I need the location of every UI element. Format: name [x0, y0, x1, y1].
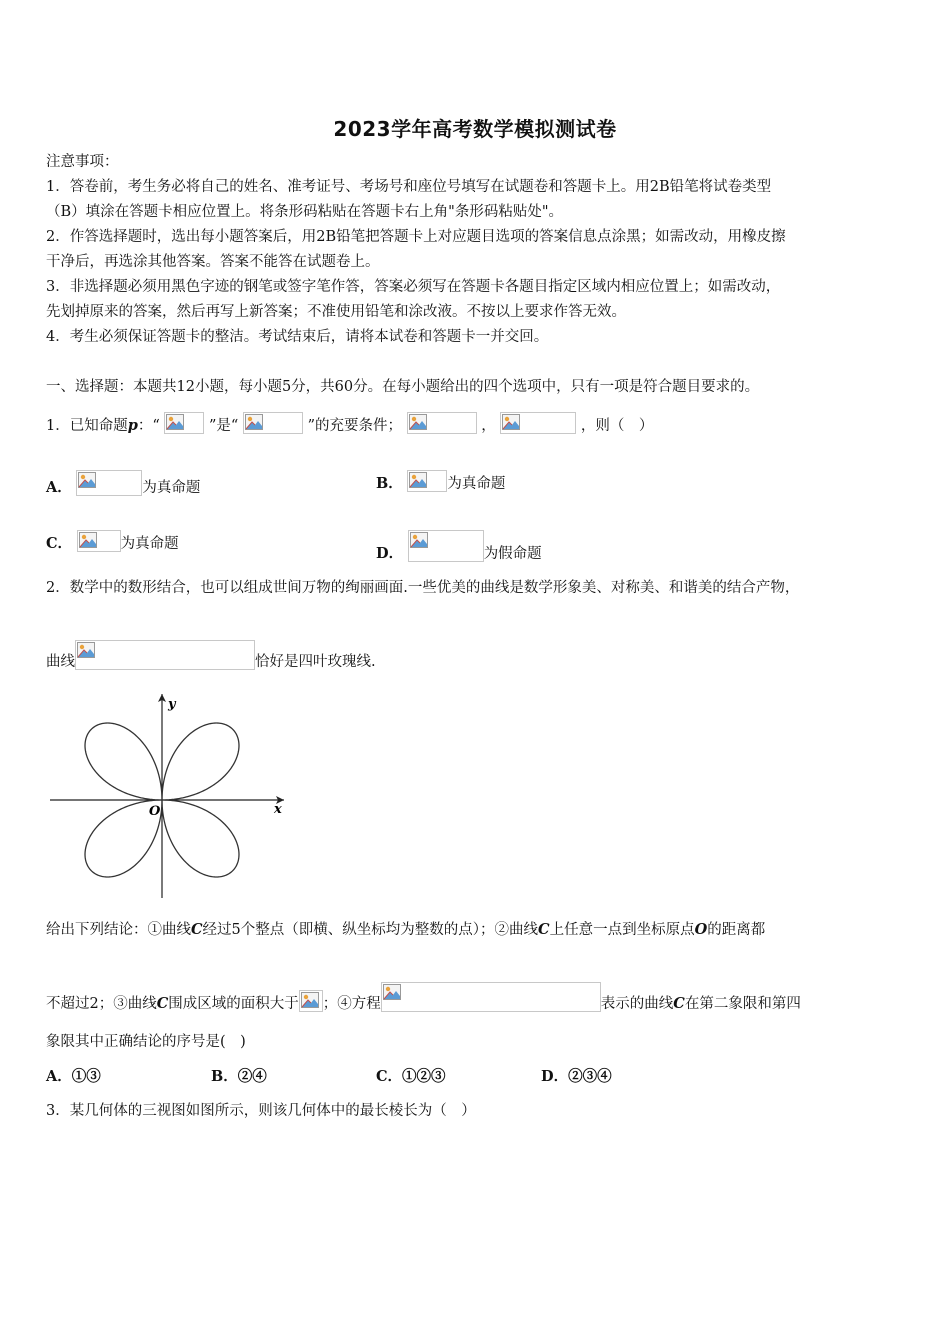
note-2-line-1: 2．作答选择题时，选出每小题答案后，用2B铅笔把答题卡上对应题目选项的答案信息点涂黑；如需改动，用橡皮擦: [46, 229, 786, 245]
formula-image: [76, 470, 142, 496]
note-3-line-1: 3．非选择题必须用黑色字迹的钢笔或签字笔作答，答案必须写在答题卡各题目指定区域内相应位置上；如需改动，: [46, 279, 781, 295]
four-leaf-rose-figure: [46, 688, 296, 903]
broken-image-icon: [79, 532, 97, 548]
q1-prefix: 1．已知命题: [46, 418, 128, 434]
note-4: 4．考生必须保证答题卡的整洁。考试结束后，请将本试卷和答题卡一并交回。: [46, 329, 549, 345]
q2-option-d[interactable]: D．②③④: [541, 1068, 612, 1085]
q1-p: p: [127, 417, 138, 434]
broken-image-icon: [166, 414, 184, 430]
text: 的距离都: [707, 922, 766, 938]
q1-option-b[interactable]: [376, 470, 505, 494]
question-2-curve: [46, 640, 376, 672]
y-label: y: [168, 697, 176, 712]
broken-image-icon: [77, 642, 95, 658]
q1-mid2: ”的充要条件；: [307, 418, 402, 434]
text: 表示的曲线: [600, 996, 674, 1012]
option-label: C．: [46, 535, 73, 552]
q1-mid1: ”是“: [209, 418, 239, 434]
option-label: D．: [376, 545, 404, 562]
note-2-line-2: 干净后，再选涂其他答案。答案不能答在试题卷上。: [46, 254, 380, 270]
q1-end: ，则（ ）: [580, 418, 654, 434]
note-1-line-2: （B）填涂在答题卡相应位置上。将条形码粘贴在答题卡右上角"条形码粘贴处"。: [46, 204, 563, 220]
formula-image: [243, 412, 303, 434]
note-3-line-2: 先划掉原来的答案，然后再写上新答案；不准使用铅笔和涂改液。不按以上要求作答无效。: [46, 304, 626, 320]
q1-colon: ：“: [137, 418, 160, 434]
question-2-conclusions-line-1: [46, 920, 765, 940]
symbol-c: C: [156, 995, 169, 1012]
broken-image-icon: [245, 414, 263, 430]
question-2-conclusions-line-3: 象限其中正确结论的序号是( ): [46, 1034, 246, 1050]
broken-image-icon: [409, 414, 427, 430]
origin-label: O: [149, 804, 161, 819]
q2-option-b[interactable]: B．②④: [211, 1068, 267, 1085]
q2-curve-pre: 曲线: [46, 654, 75, 670]
symbol-c: C: [673, 995, 685, 1012]
formula-image: [75, 640, 255, 670]
question-3-stem: 3．某几何体的三视图如图所示，则该几何体中的最长棱长为（ ）: [46, 1103, 476, 1119]
text: 在第二象限和第四: [684, 996, 801, 1012]
q1-comma: ，: [481, 418, 496, 434]
option-label: A．: [46, 479, 72, 496]
formula-image: [299, 990, 323, 1012]
question-2-line-1: 2．数学中的数形结合，也可以组成世间万物的绚丽画面.一些优美的曲线是数学形象美、对称美、和谐美的结合产物，: [46, 580, 800, 596]
option-text: 为真命题: [142, 480, 201, 496]
symbol-c: C: [538, 921, 550, 938]
q2-option-c[interactable]: C．①②③: [376, 1068, 446, 1085]
text: ；④方程: [322, 996, 381, 1012]
text: 上任意一点到坐标原点: [549, 922, 695, 938]
question-2-conclusions-line-2: [46, 982, 801, 1014]
page-title: 2023学年高考数学模拟测试卷: [333, 117, 617, 141]
option-text: 为真命题: [447, 476, 506, 492]
text: 围成区域的面积大于: [168, 996, 299, 1012]
question-1-stem: [46, 412, 653, 436]
symbol-o: O: [694, 921, 708, 938]
symbol-c: C: [191, 921, 203, 938]
formula-image: [381, 982, 601, 1012]
formula-image: [407, 412, 477, 434]
formula-image: [164, 412, 204, 434]
broken-image-icon: [301, 992, 319, 1008]
broken-image-icon: [383, 984, 401, 1000]
broken-image-icon: [78, 472, 96, 488]
q1-option-c[interactable]: [46, 530, 179, 554]
q2-curve-post: 恰好是四叶玫瑰线.: [255, 654, 376, 670]
q1-option-d[interactable]: [376, 530, 542, 564]
option-text: 为真命题: [120, 536, 179, 552]
option-text: 为假命题: [483, 546, 542, 562]
section-heading: 一、选择题：本题共12小题，每小题5分，共60分。在每小题给出的四个选项中，只有一项是符合题目要求的。: [46, 379, 760, 395]
broken-image-icon: [409, 472, 427, 488]
broken-image-icon: [410, 532, 428, 548]
q2-option-a[interactable]: A．①③: [46, 1068, 101, 1085]
text: 不超过2；③曲线: [46, 996, 157, 1012]
broken-image-icon: [502, 414, 520, 430]
formula-image: [77, 530, 121, 552]
formula-image: [500, 412, 576, 434]
formula-image: [408, 530, 484, 562]
x-label: x: [274, 802, 282, 817]
note-1-line-1: 1．答卷前，考生务必将自己的姓名、准考证号、考场号和座位号填写在试题卷和答题卡上。用2B铅笔将试卷类型: [46, 179, 772, 195]
option-label: B．: [376, 475, 403, 492]
text: 经过5个整点（即横、纵坐标均为整数的点）；②曲线: [202, 922, 539, 938]
notes-heading: 注意事项：: [46, 154, 119, 170]
text: 给出下列结论：①曲线: [46, 922, 191, 938]
q1-option-a[interactable]: [46, 470, 200, 498]
formula-image: [407, 470, 447, 492]
